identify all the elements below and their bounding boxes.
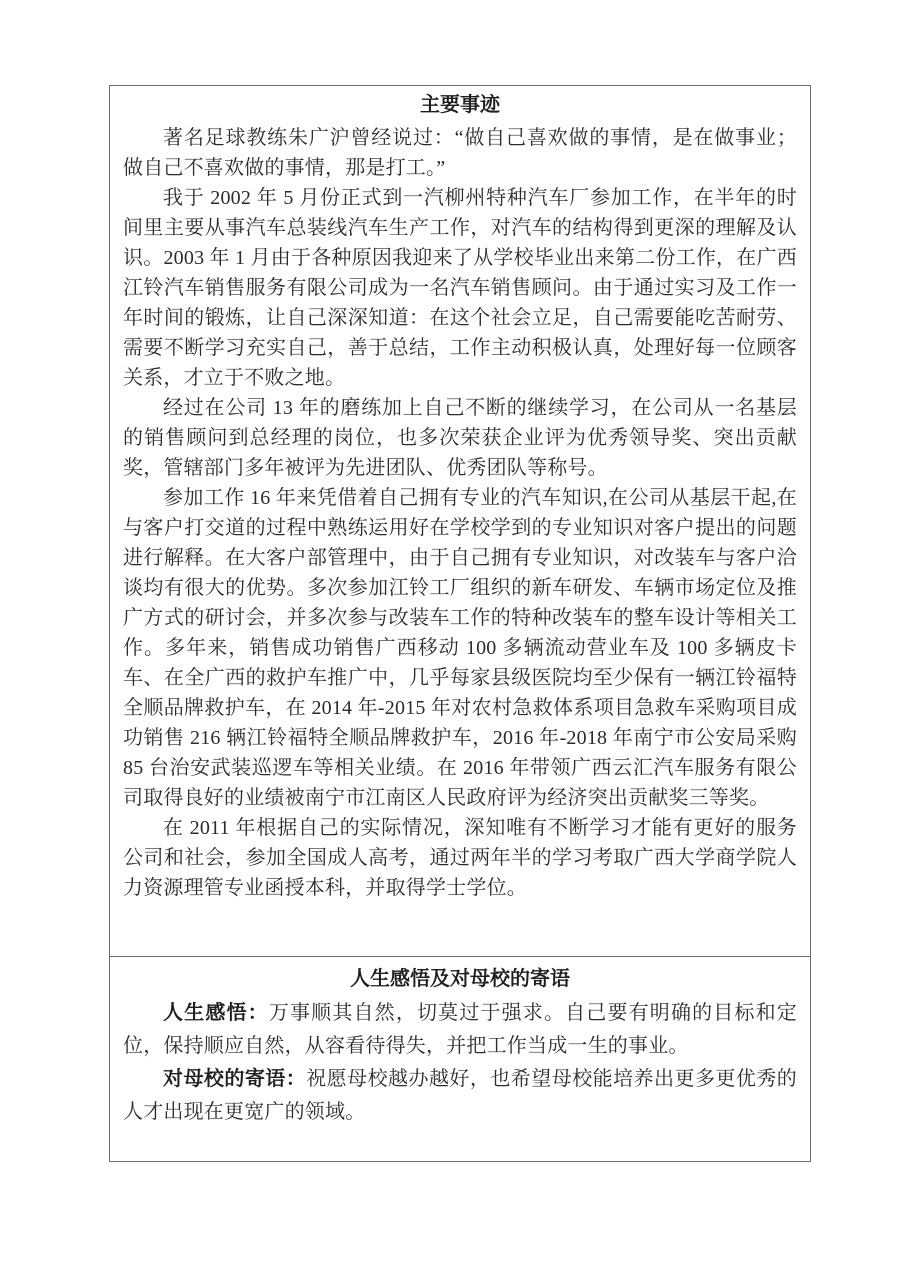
main-deeds-paragraph-first-jobs: 我于 2002 年 5 月份正式到一汽柳州特种汽车厂参加工作，在半年的时间里主要从事汽车总装线汽车生产工作，对汽车的结构得到更深的理解及认识。2003 年 1 月由于各种原因我迎来了从学校毕业出来第二份工作，在广西江铃汽车销售服务有限公司成为一名汽车销售顾问。由于通过实习及工作一年时间的锻炼，让自己深深知道：在这个社会立足，自己需要能吃苦耐劳、需要不断学习充实自己，善于总结，工作主动积极认真，处理好每一位顾客关系，才立于不败之地。 [123,187,797,389]
document-table [109,85,811,1162]
remark-life-insight-text: 万事顺其自然，切莫过于强求。自己要有明确的目标和定位，保持顺应自然，从容看待得失，并把工作当成一生的事业。 [123,1002,798,1057]
remark-alma-mater-message [123,1063,797,1129]
main-deeds-paragraph-quote: 著名足球教练朱广沪曾经说过：“做自己喜欢做的事情，是在做事业；做自己不喜欢做的事情，那是打工。” [123,127,797,179]
main-deeds-title: 主要事迹 [420,94,500,116]
section-main-deeds [110,86,810,957]
main-deeds-paragraph-career-achievements: 参加工作 16 年来凭借着自己拥有专业的汽车知识,在公司从基层干起,在与客户打交道的过程中熟练运用好在学校学到的专业知识对客户提出的问题进行解释。在大客户部管理中，由于自己拥有专业知识，对改装车与客户洽谈均有很大的优势。多次参加江铃工厂组织的新车研发、车辆市场定位及推广方式的研讨会，并多次参与改装车工作的特种改装车的整车设计等相关工作。多年来，销售成功销售广西移动 100 多辆流动营业车及 100 多辆皮卡车、在全广西的救护车推广中，几乎每家县级医院均至少保有一辆江铃福特全顺品牌救护车，在 2014 年-2015 年对农村急救体系项目急救车采购项目成功销售 216 辆江铃福特全顺品牌救护车，2016 年-2018 年南宁市公安局采购 85 台治安武装巡逻车等相关业绩。在 2016 年带领广西云汇汽车服务有限公司取得良好的业绩被南宁市江南区人民政府评为经济突出贡献奖三等奖。 [123,487,797,809]
remarks-title: 人生感悟及对母校的寄语 [350,968,570,990]
remark-life-insight-label: 人生感悟： [163,1002,269,1024]
remark-life-insight [123,997,797,1063]
remark-alma-mater-text: 祝愿母校越办越好，也希望母校能培养出更多更优秀的人才出现在更宽广的领域。 [123,1068,797,1123]
main-deeds-paragraph-education: 在 2011 年根据自己的实际情况，深知唯有不断学习才能有更好的服务公司和社会，参加全国成人高考，通过两年半的学习考取广西大学商学院人力资源理管专业函授本科，并取得学士学位。 [123,817,797,899]
remark-alma-mater-label: 对母校的寄语： [163,1068,307,1090]
main-deeds-paragraph-awards: 经过在公司 13 年的磨练加上自己不断的继续学习，在公司从一名基层的销售顾问到总经理的岗位，也多次荣获企业评为优秀领导奖、突出贡献奖，管辖部门多年被评为先进团队、优秀团队等称号。 [123,397,797,479]
section-remarks [110,957,810,1161]
